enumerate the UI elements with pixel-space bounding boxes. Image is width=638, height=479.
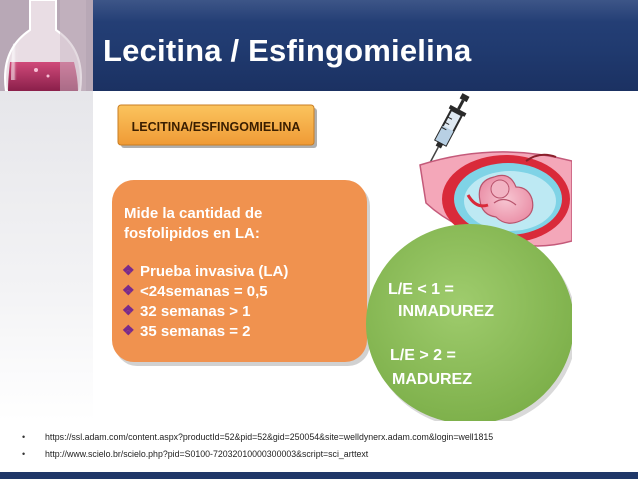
diamond-bullet-icon: ❖ [122,262,135,278]
header-label-text: LECITINA/ESFINGOMIELINA [131,120,301,134]
green-result-circle [366,224,572,421]
title-bar [0,0,638,91]
diamond-bullet-icon: ❖ [122,302,135,318]
green-circle-line4: MADUREZ [392,371,472,388]
orange-box-line2: fosfolipidos en LA: [124,225,260,242]
references-list [22,432,622,466]
slide-title: Lecitina / Esfingomielina [103,33,472,68]
bullet-icon: • [22,449,26,459]
orange-info-box [112,180,370,366]
lecitina-figure [96,91,572,421]
reference-item [22,449,622,466]
header-label [118,105,317,148]
diamond-bullet-icon: ❖ [122,322,135,338]
orange-box-bullet: 32 semanas > 1 [140,303,251,320]
green-circle-line3: L/E > 2 = [390,347,456,364]
bottom-border [0,472,638,479]
orange-box-bullet: Prueba invasiva (LA) [140,263,289,280]
bullet-icon: • [22,432,26,442]
orange-box-bullet: <24semanas = 0,5 [140,283,268,300]
green-circle-line2: INMADUREZ [398,303,494,320]
orange-box-line1: Mide la cantidad de [124,205,263,222]
reference-item [22,432,622,449]
flask-icon [0,0,93,91]
diamond-bullet-icon: ❖ [122,282,135,298]
reference-link[interactable]: https://ssl.adam.com/content.aspx?productId=52&pid=52&gid=250054&site=welldynerx.adam.com&login=well1815 [45,432,494,442]
reference-link[interactable]: http://www.scielo.br/scielo.php?pid=S0100-72032010000300003&script=sci_arttext [45,449,369,459]
orange-box-bullet: 35 semanas = 2 [140,323,251,340]
left-decoration-strip [0,91,93,479]
green-circle-line1: L/E < 1 = [388,281,454,298]
